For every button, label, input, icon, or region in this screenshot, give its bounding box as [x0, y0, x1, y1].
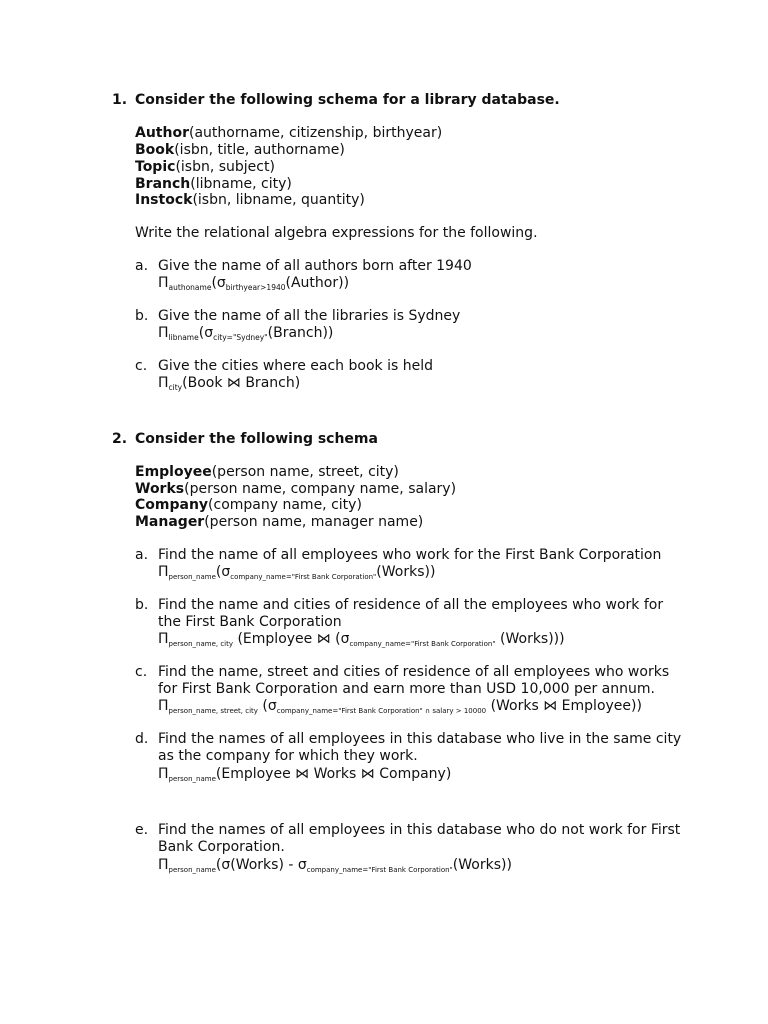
- schema-author: Author(authorname, citizenship, birthyear): [135, 125, 443, 141]
- item-letter: b.: [135, 597, 149, 613]
- schema-topic: Topic(isbn, subject): [135, 159, 275, 175]
- question-text: Find the names of all employees in this database who do not work for First: [158, 822, 681, 838]
- schema-book: Book(isbn, title, authorname): [135, 142, 345, 158]
- item-letter: c.: [135, 664, 148, 680]
- algebra-expression: $\Pi_{libname}(\sigma_{city="Sydney"}(Branch))$: [158, 325, 334, 342]
- item-letter: c.: [135, 358, 148, 374]
- schema-company: Company(company name, city): [135, 497, 362, 513]
- question-2-heading: Consider the following schema: [135, 431, 378, 447]
- question-text: Find the name and cities of residence of all the employees who work for: [158, 597, 664, 613]
- item-letter: e.: [135, 822, 149, 838]
- algebra-expression: $\Pi_{person\_name}(\sigma_{company\_name="First Bank Corporation"}(Works))$: [158, 564, 436, 581]
- schema-works: Works(person name, company name, salary): [135, 481, 457, 497]
- algebra-expression: $\Pi_{person\_name, city}$ (Employee ⋈ ($\sigma_{company\_name="First Bank Corporation"}$ (Works))): [158, 631, 565, 648]
- question-text: Give the name of all the libraries is Sydney: [158, 308, 461, 324]
- schema-manager: Manager(person name, manager name): [135, 514, 424, 530]
- question-text: for First Bank Corporation and earn more than USD 10,000 per annum.: [158, 681, 655, 697]
- question-text: as the company for which they work.: [158, 748, 418, 764]
- algebra-expression: $\Pi_{person\_name, street, city}$ ($\sigma_{company\_name="First Bank Corporation" \cap salary > 10000}$ (Works ⋈ Employee)): [158, 698, 642, 715]
- schema-employee: Employee(person name, street, city): [135, 464, 399, 480]
- question-text: Find the name of all employees who work for the First Bank Corporation: [158, 547, 662, 563]
- item-letter: a.: [135, 258, 149, 274]
- question-text: Find the names of all employees in this database who live in the same city: [158, 731, 682, 747]
- question-text: Find the name, street and cities of residence of all employees who works: [158, 664, 670, 680]
- item-letter: b.: [135, 308, 149, 324]
- algebra-expression: $\Pi_{authoname}(\sigma_{birthyear>1940}(Author))$: [158, 275, 350, 292]
- algebra-expression: $\Pi_{person\_name}(\sigma(Works)$ - $\sigma_{company\_name="First Bank Corporation"}(Works)$): [158, 857, 512, 874]
- question-text: the First Bank Corporation: [158, 614, 342, 630]
- algebra-expression: $\Pi_{city}(Book$ ⋈ Branch): [158, 375, 301, 392]
- question-2-number: 2.: [112, 431, 128, 447]
- question-1-heading: Consider the following schema for a library database.: [135, 92, 560, 108]
- question-text: Give the name of all authors born after 1940: [158, 258, 472, 274]
- schema-branch: Branch(libname, city): [135, 176, 292, 192]
- instruction-text: Write the relational algebra expressions for the following.: [135, 225, 538, 241]
- algebra-expression: $\Pi_{person\_name}(Employee$ ⋈ Works ⋈ Company): [158, 766, 452, 783]
- question-text: Bank Corporation.: [158, 839, 285, 855]
- item-letter: d.: [135, 731, 149, 747]
- item-letter: a.: [135, 547, 149, 563]
- schema-instock: Instock(isbn, libname, quantity): [135, 192, 365, 208]
- question-1-number: 1.: [112, 92, 128, 108]
- question-text: Give the cities where each book is held: [158, 358, 433, 374]
